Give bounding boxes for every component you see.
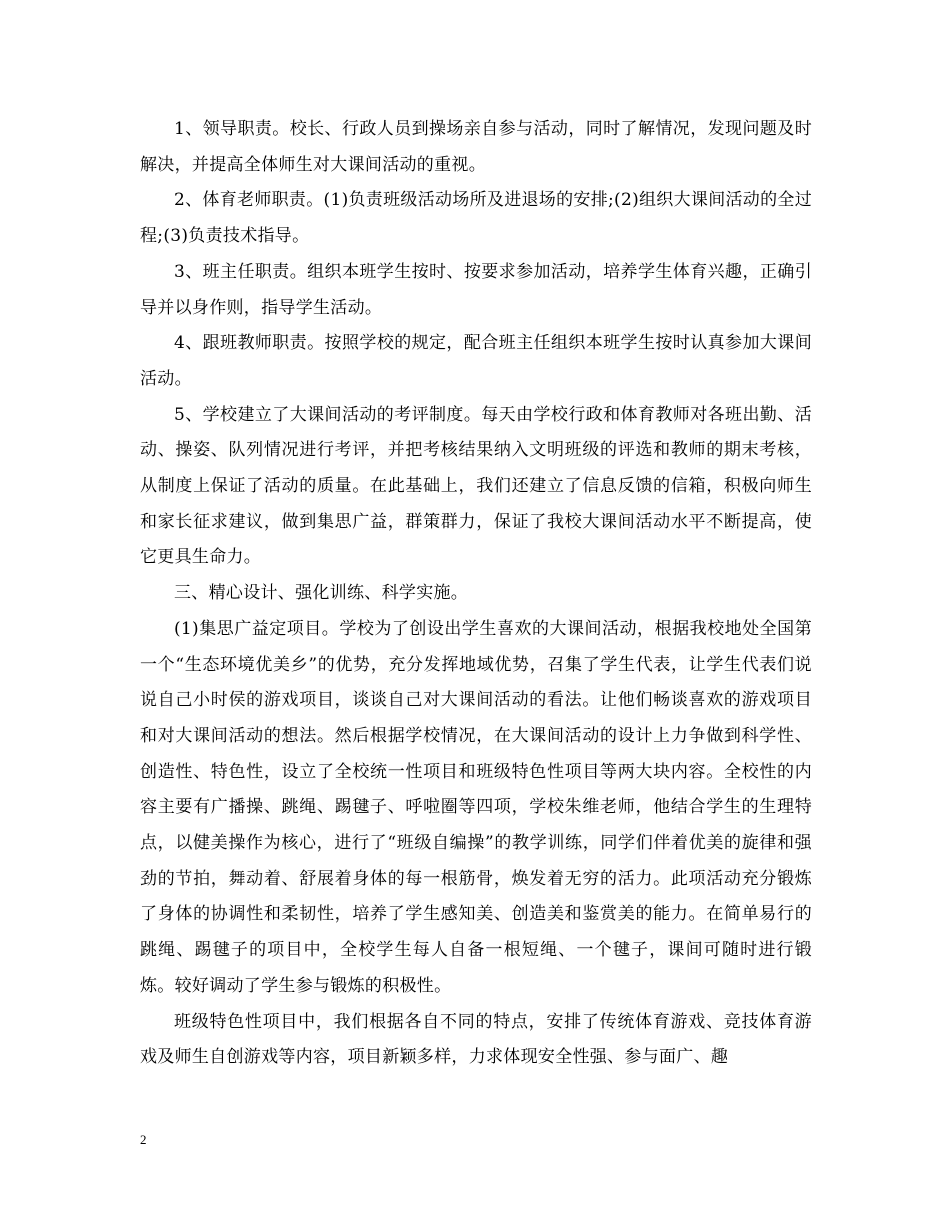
paragraph-accompanying-teacher-duties: 4、跟班教师职责。按照学校的规定，配合班主任组织本班学生按时认真参加大课间活动。	[140, 333, 812, 389]
document-body	[140, 112, 812, 1076]
paragraph-evaluation-system: 5、学校建立了大课间活动的考评制度。每天由学校行政和体育教师对各班出勤、活动、操姿、队列情况进行考评，并把考核结果纳入文明班级的评选和教师的期末考核，从制度上保证了活动的质量。在此基础上，我们还建立了信息反馈的信箱，积极向师生和家长征求建议，做到集思广益，群策群力，保证了我校大课间活动水平不断提高，使它更具生命力。	[140, 404, 812, 568]
paragraph-pe-teacher-duties: 2、体育老师职责。(1)负责班级活动场所及进退场的安排;(2)组织大课间活动的全过程;(3)负责技术指导。	[140, 190, 813, 247]
paragraph-project-selection: (1)集思广益定项目。学校为了创设出学生喜欢的大课间活动，根据我校地处全国第一个“生态环境优美乡”的优势，充分发挥地域优势，召集了学生代表，让学生代表们说说自己小时侯的游戏项目，谈谈自己对大课间活动的看法。让他们畅谈喜欢的游戏项目和对大课间活动的想法。然后根据学校情况，在大课间活动的设计上力争做到科学性、创造性、特色性，设立了全校统一性项目和班级特色性项目等两大块内容。全校性的内容主要有广播操、跳绳、踢毽子、呼啦圈等四项，学校朱维老师，他结合学生的生理特点，以健美操作为核心，进行了“班级自编操”的教学训练，同学们伴着优美的旋律和强劲的节拍，舞动着、舒展着身体的每一根筋骨，焕发着无穷的活力。此项活动充分锻炼了身体的协调性和柔韧性，培养了学生感知美、创造美和鉴赏美的能力。在简单易行的跳绳、踢毽子的项目中，全校学生每人自备一根短绳、一个毽子，课间可随时进行锻炼。较好调动了学生参与锻炼的积极性。	[140, 618, 812, 996]
paragraph-class-special-projects: 班级特色性项目中，我们根据各自不同的特点，安排了传统体育游戏、竞技体育游戏及师生自创游戏等内容，项目新颖多样，力求体现安全性强、参与面广、趣	[140, 1011, 812, 1068]
paragraph-leader-duties: 1、领导职责。校长、行政人员到操场亲自参与活动，同时了解情况，发现问题及时解决，并提高全体师生对大课间活动的重视。	[140, 119, 812, 175]
page-number: 2	[140, 1132, 147, 1147]
paragraph-class-teacher-duties: 3、班主任职责。组织本班学生按时、按要求参加活动，培养学生体育兴趣，正确引导并以身作则，指导学生活动。	[140, 261, 812, 318]
section-heading-design-training: 三、精心设计、强化训练、科学实施。	[174, 583, 469, 604]
